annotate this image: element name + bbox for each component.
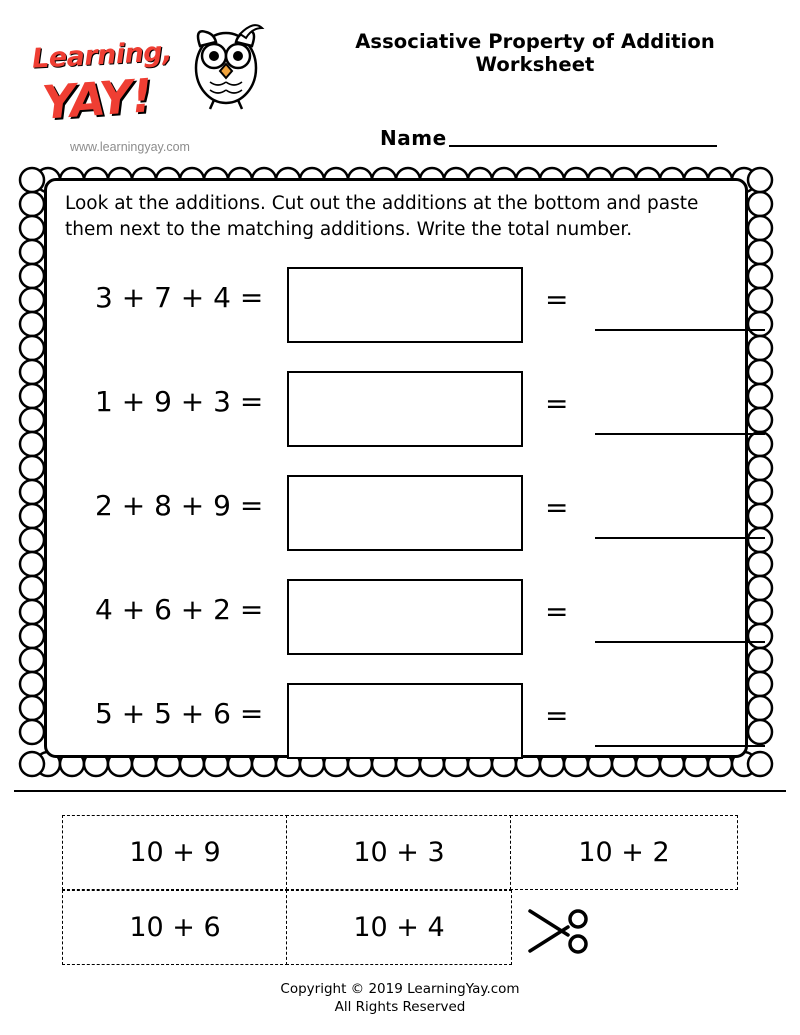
problem-expression: 4 + 6 + 2 = [95, 593, 264, 626]
logo-text-learning: Learning, [31, 36, 173, 75]
cutout-card[interactable]: 10 + 9 [62, 815, 288, 890]
total-answer-line[interactable] [595, 641, 765, 643]
problem-expression: 5 + 5 + 6 = [95, 697, 264, 730]
cutout-grid [62, 815, 738, 965]
scissors-icon [524, 905, 594, 957]
equals-sign: = [545, 283, 569, 316]
cutout-card[interactable]: 10 + 3 [286, 815, 512, 890]
site-logo [28, 10, 258, 160]
paste-answer-box[interactable] [287, 475, 523, 551]
rights-line: All Rights Reserved [334, 999, 466, 1016]
cutout-card[interactable]: 10 + 6 [62, 890, 288, 965]
page-header [0, 0, 800, 160]
paste-answer-box[interactable] [287, 683, 523, 759]
name-label: Name [380, 126, 447, 150]
cut-line-divider [14, 790, 786, 792]
problem-row [47, 365, 745, 469]
cutout-card[interactable]: 10 + 4 [286, 890, 512, 965]
page-title: Associative Property of Addition Worksheet [355, 30, 715, 76]
total-answer-line[interactable] [595, 433, 765, 435]
total-answer-line[interactable] [595, 537, 765, 539]
footer [0, 980, 800, 1016]
copyright-line: Copyright © 2019 LearningYay.com [280, 981, 520, 997]
cutout-row [62, 890, 738, 965]
equals-sign: = [545, 699, 569, 732]
problem-row [47, 573, 745, 677]
paste-answer-box[interactable] [287, 267, 523, 343]
logo-website-url: www.learningyay.com [70, 140, 190, 154]
problem-row [47, 677, 745, 781]
paste-answer-box[interactable] [287, 579, 523, 655]
total-answer-line[interactable] [595, 329, 765, 331]
problem-row [47, 261, 745, 365]
equals-sign: = [545, 491, 569, 524]
problem-expression: 3 + 7 + 4 = [95, 281, 264, 314]
cutout-card[interactable]: 10 + 2 [510, 815, 738, 890]
owl-mascot-icon [180, 12, 272, 112]
name-field-row [380, 126, 717, 150]
paste-answer-box[interactable] [287, 371, 523, 447]
total-answer-line[interactable] [595, 745, 765, 747]
problem-expression: 2 + 8 + 9 = [95, 489, 264, 522]
worksheet-panel-inner [44, 178, 748, 758]
equals-sign: = [545, 595, 569, 628]
cutout-row [62, 815, 738, 890]
instructions-text: Look at the additions. Cut out the additions at the bottom and paste them next to the matching additions. Write the total number. [65, 193, 699, 241]
problem-expression: 1 + 9 + 3 = [95, 385, 264, 418]
problem-row [47, 469, 745, 573]
equals-sign: = [545, 387, 569, 420]
logo-text-yay: YAY! [40, 68, 154, 130]
worksheet-panel [14, 166, 786, 780]
name-input-line[interactable] [449, 129, 717, 147]
problem-list [47, 261, 745, 781]
